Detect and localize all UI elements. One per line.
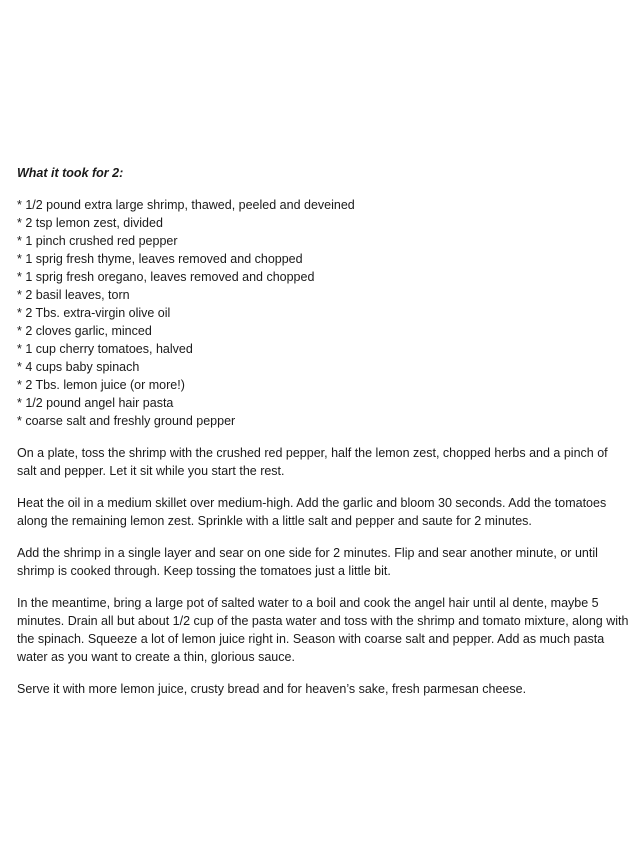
ingredient-item: * 1 pinch crushed red pepper: [17, 234, 178, 248]
ingredient-item: * 2 Tbs. lemon juice (or more!): [17, 378, 185, 392]
recipe-content: [17, 164, 629, 712]
recipe-heading: What it took for 2:: [17, 166, 124, 180]
ingredient-item: * 1 cup cherry tomatoes, halved: [17, 342, 193, 356]
ingredient-item: * 1/2 pound angel hair pasta: [17, 396, 174, 410]
ingredient-item: * 2 cloves garlic, minced: [17, 324, 152, 338]
ingredient-item: * 1 sprig fresh oregano, leaves removed and chopped: [17, 270, 315, 284]
ingredient-item: * 1/2 pound extra large shrimp, thawed, peeled and deveined: [17, 198, 355, 212]
instruction-step: Heat the oil in a medium skillet over medium-high. Add the garlic and bloom 30 seconds. Add the tomatoes along the remaining lemon zest. Sprinkle with a little salt and pepper and saute for 2 minutes.: [17, 496, 607, 528]
instruction-step: In the meantime, bring a large pot of salted water to a boil and cook the angel hair until al dente, maybe 5 minutes. Drain all but about 1/2 cup of the pasta water and toss with the shrimp and tomato mixture, along with the spinach. Squeeze a lot of lemon juice right in. Season with coarse salt and pepper. Add as much pasta water as you want to create a thin, glorious sauce.: [17, 596, 629, 664]
ingredient-item: * coarse salt and freshly ground pepper: [17, 414, 236, 428]
ingredient-list: [17, 196, 629, 430]
instruction-step: On a plate, toss the shrimp with the crushed red pepper, half the lemon zest, chopped herbs and a pinch of salt and pepper. Let it sit while you start the rest.: [17, 446, 608, 478]
instruction-step: Serve it with more lemon juice, crusty bread and for heaven’s sake, fresh parmesan cheese.: [17, 682, 527, 696]
ingredient-item: * 2 Tbs. extra-virgin olive oil: [17, 306, 171, 320]
instruction-step: Add the shrimp in a single layer and sear on one side for 2 minutes. Flip and sear another minute, or until shrimp is cooked through. Keep tossing the tomatoes just a little bit.: [17, 546, 598, 578]
ingredient-item: * 2 tsp lemon zest, divided: [17, 216, 163, 230]
ingredient-item: * 2 basil leaves, torn: [17, 288, 130, 302]
ingredient-item: * 4 cups baby spinach: [17, 360, 140, 374]
ingredient-item: * 1 sprig fresh thyme, leaves removed and chopped: [17, 252, 303, 266]
